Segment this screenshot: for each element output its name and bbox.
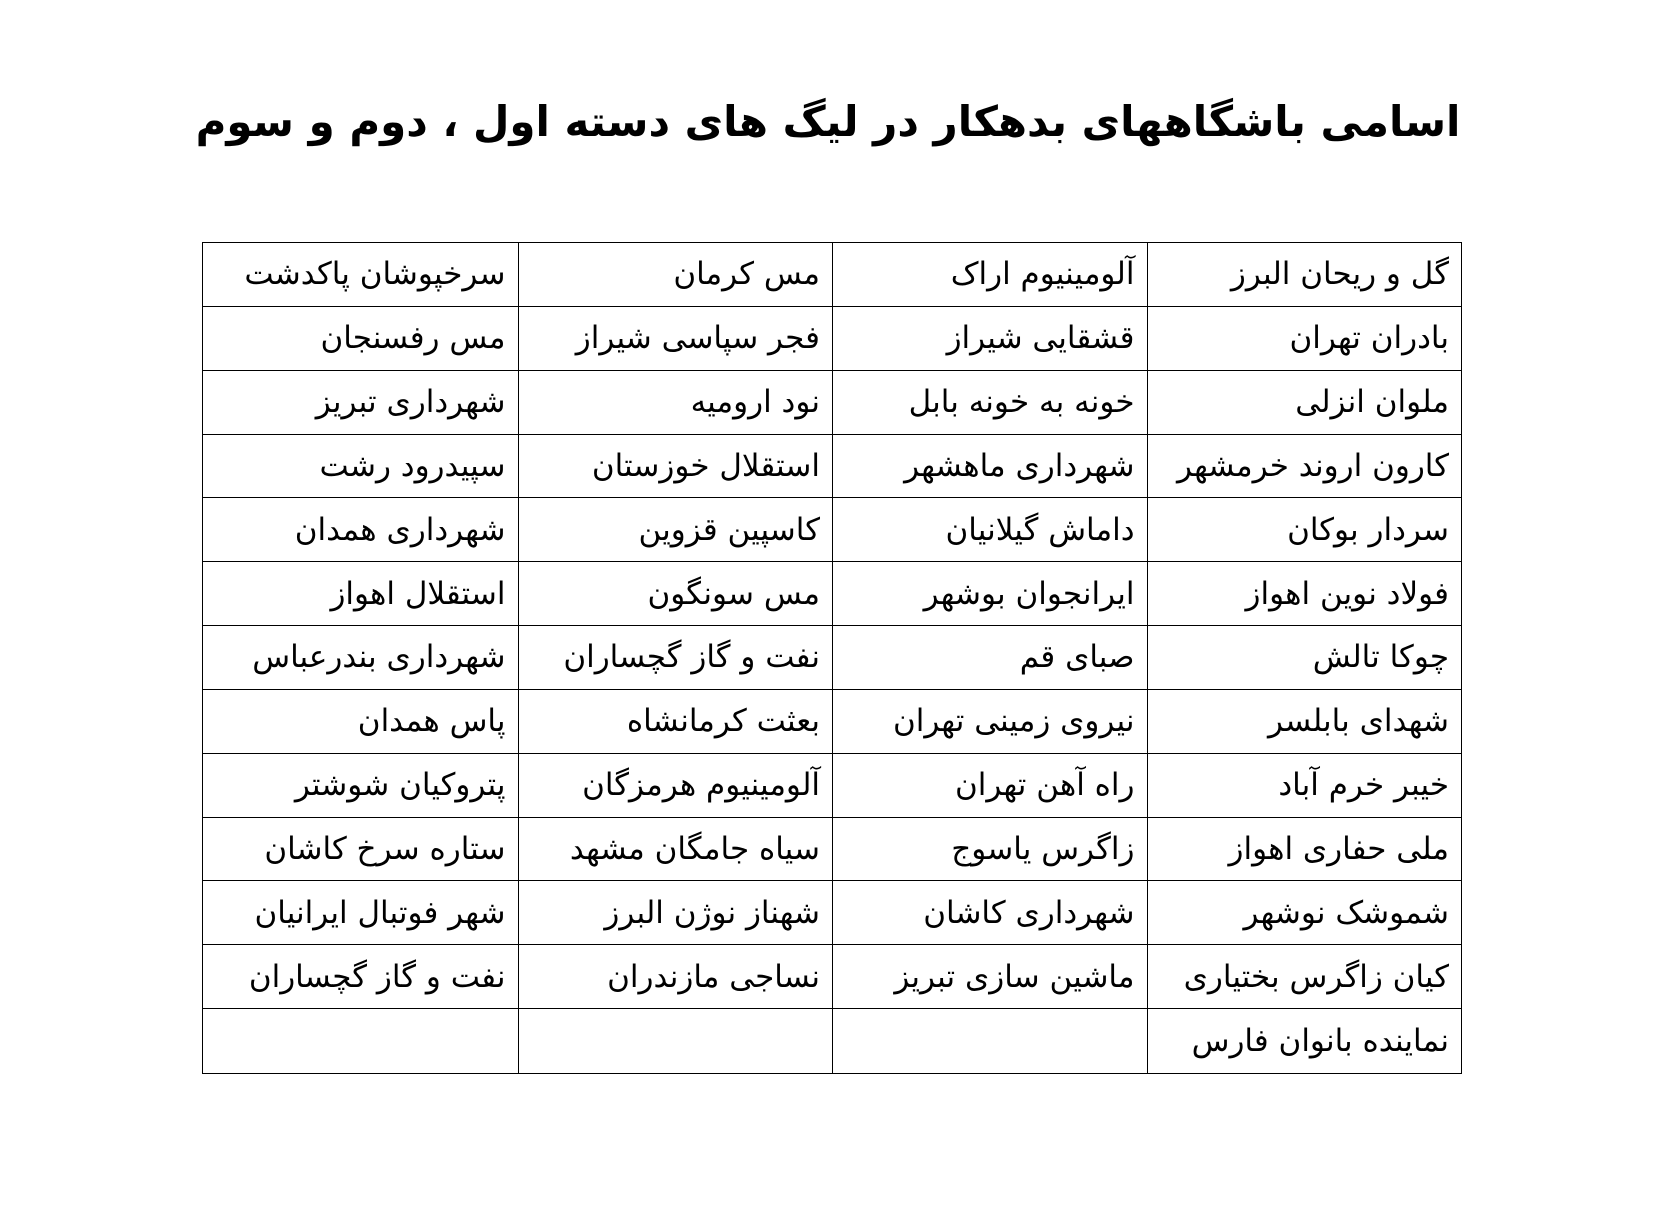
- table-cell: ملوان انزلی: [1147, 371, 1462, 435]
- table-cell: فولاد نوین اهواز: [1147, 562, 1462, 626]
- table-cell: شهرداری ماهشهر: [832, 435, 1147, 499]
- table-cell: قشقایی شیراز: [832, 307, 1147, 371]
- table-cell: ایرانجوان بوشهر: [832, 562, 1147, 626]
- table-cell: شهرداری بندرعباس: [203, 626, 518, 690]
- table-cell: مس سونگون: [518, 562, 833, 626]
- debtor-clubs-table: [202, 242, 1462, 1074]
- table-cell: شهناز نوژن البرز: [518, 881, 833, 945]
- table-cell: شهدای بابلسر: [1147, 690, 1462, 754]
- table-cell: شموشک نوشهر: [1147, 881, 1462, 945]
- table-cell: بادران تهران: [1147, 307, 1462, 371]
- table-cell: [518, 1009, 833, 1073]
- table-cell: داماش گیلانیان: [832, 498, 1147, 562]
- table-cell: کارون اروند خرمشهر: [1147, 435, 1462, 499]
- table-cell: ملی حفاری اهواز: [1147, 818, 1462, 882]
- table-cell: سردار بوکان: [1147, 498, 1462, 562]
- table-cell: پاس همدان: [203, 690, 518, 754]
- table-cell: نیروی زمینی تهران: [832, 690, 1147, 754]
- table-cell: [203, 1009, 518, 1073]
- table-cell: کاسپین قزوین: [518, 498, 833, 562]
- table-cell: فجر سپاسی شیراز: [518, 307, 833, 371]
- table-cell: استقلال خوزستان: [518, 435, 833, 499]
- table-cell: گل و ریحان البرز: [1147, 243, 1462, 307]
- table-cell: مس کرمان: [518, 243, 833, 307]
- table-cell: [832, 1009, 1147, 1073]
- table-cell: چوکا تالش: [1147, 626, 1462, 690]
- table-cell: شهرداری تبریز: [203, 371, 518, 435]
- table-cell: خیبر خرم آباد: [1147, 754, 1462, 818]
- table-cell: نفت و گاز گچساران: [518, 626, 833, 690]
- table-cell: سرخپوشان پاکدشت: [203, 243, 518, 307]
- table-cell: شهر فوتبال ایرانیان: [203, 881, 518, 945]
- table-cell: بعثت کرمانشاه: [518, 690, 833, 754]
- table-cell: کیان زاگرس بختیاری: [1147, 945, 1462, 1009]
- table-cell: نماینده بانوان فارس: [1147, 1009, 1462, 1073]
- table-cell: ستاره سرخ کاشان: [203, 818, 518, 882]
- table-cell: مس رفسنجان: [203, 307, 518, 371]
- table-cell: آلومینیوم هرمزگان: [518, 754, 833, 818]
- table-cell: ماشین سازی تبریز: [832, 945, 1147, 1009]
- table-cell: صبای قم: [832, 626, 1147, 690]
- table-cell: نفت و گاز گچساران: [203, 945, 518, 1009]
- table-cell: آلومینیوم اراک: [832, 243, 1147, 307]
- page-title: اسامی باشگاههای بدهکار در لیگ های دسته اول ، دوم و سوم: [195, 97, 1461, 146]
- table-cell: پتروکیان شوشتر: [203, 754, 518, 818]
- table-cell: استقلال اهواز: [203, 562, 518, 626]
- table-cell: نساجی مازندران: [518, 945, 833, 1009]
- table-cell: زاگرس یاسوج: [832, 818, 1147, 882]
- table-cell: سیاه جامگان مشهد: [518, 818, 833, 882]
- table-cell: راه آهن تهران: [832, 754, 1147, 818]
- table-cell: سپیدرود رشت: [203, 435, 518, 499]
- table-cell: خونه به خونه بابل: [832, 371, 1147, 435]
- table-cell: نود ارومیه: [518, 371, 833, 435]
- table-cell: شهرداری همدان: [203, 498, 518, 562]
- table-cell: شهرداری کاشان: [832, 881, 1147, 945]
